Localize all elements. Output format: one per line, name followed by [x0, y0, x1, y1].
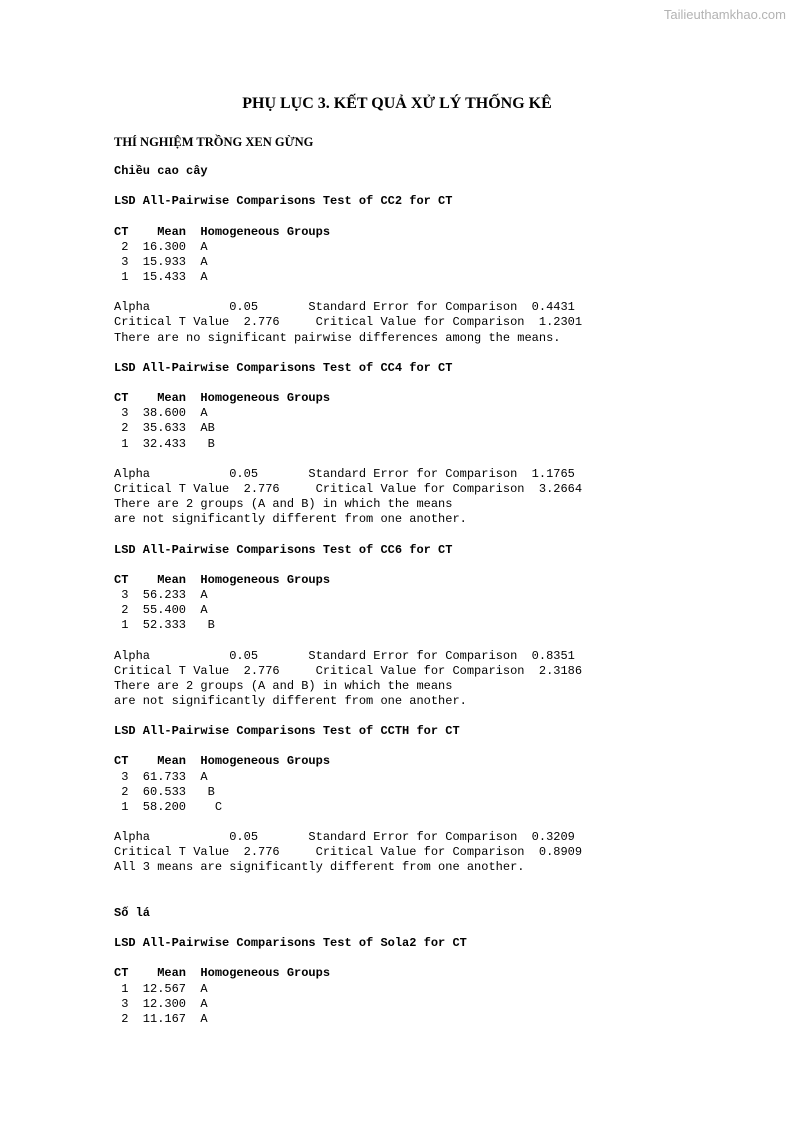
section-heading: Số lá — [114, 905, 151, 920]
watermark: Tailieuthamkhao.com — [663, 7, 786, 22]
table-header: CT Mean Homogeneous Groups — [114, 966, 331, 981]
stats-line: Critical T Value 2.776 Critical Value for Comparison 0.8909 — [114, 845, 583, 860]
result-note: are not significantly different from one another. — [114, 512, 467, 527]
stats-line: Alpha 0.05 Standard Error for Comparison 0.8351 — [114, 648, 575, 663]
experiment-subtitle: THÍ NGHIỆM TRỒNG XEN GỪNG — [114, 135, 314, 149]
statistics-output — [114, 164, 774, 1027]
test-title: LSD All-Pairwise Comparisons Test of CC6 for CT — [114, 542, 453, 557]
stats-line: Critical T Value 2.776 Critical Value for Comparison 2.3186 — [114, 663, 583, 678]
table-row: 1 52.333 B — [114, 618, 215, 633]
stats-line: Alpha 0.05 Standard Error for Comparison 0.3209 — [114, 830, 575, 845]
table-row: 2 11.167 A — [114, 1011, 208, 1026]
result-note: There are no significant pairwise differences among the means. — [114, 330, 561, 345]
table-row: 1 12.567 A — [114, 981, 208, 996]
result-note: All 3 means are significantly different from one another. — [114, 860, 525, 875]
table-row: 3 12.300 A — [114, 996, 208, 1011]
result-note: There are 2 groups (A and B) in which the means — [114, 497, 453, 512]
stats-line: Alpha 0.05 Standard Error for Comparison 0.4431 — [114, 300, 575, 315]
test-title: LSD All-Pairwise Comparisons Test of Sola2 for CT — [114, 936, 467, 951]
stats-line: Alpha 0.05 Standard Error for Comparison 1.1765 — [114, 466, 575, 481]
table-header: CT Mean Homogeneous Groups — [114, 572, 331, 587]
result-note: There are 2 groups (A and B) in which the means — [114, 678, 453, 693]
table-row: 1 15.433 A — [114, 269, 208, 284]
test-title: LSD All-Pairwise Comparisons Test of CC2 for CT — [114, 194, 453, 209]
test-title: LSD All-Pairwise Comparisons Test of CCTH for CT — [114, 724, 460, 739]
table-row: 2 60.533 B — [114, 784, 215, 799]
stats-line: Critical T Value 2.776 Critical Value for Comparison 3.2664 — [114, 481, 583, 496]
stats-line: Critical T Value 2.776 Critical Value for Comparison 1.2301 — [114, 315, 583, 330]
table-header: CT Mean Homogeneous Groups — [114, 224, 331, 239]
table-row: 2 55.400 A — [114, 603, 208, 618]
table-row: 1 32.433 B — [114, 436, 215, 451]
section-heading: Chiều cao cây — [114, 164, 208, 178]
result-note: are not significantly different from one another. — [114, 693, 467, 708]
table-row: 1 58.200 C — [114, 799, 223, 814]
table-row: 2 16.300 A — [114, 239, 208, 254]
table-header: CT Mean Homogeneous Groups — [114, 754, 331, 769]
page-title: PHỤ LỤC 3. KẾT QUẢ XỬ LÝ THỐNG KÊ — [242, 95, 552, 112]
table-row: 3 56.233 A — [114, 587, 208, 602]
test-title: LSD All-Pairwise Comparisons Test of CC4 for CT — [114, 360, 453, 375]
table-header: CT Mean Homogeneous Groups — [114, 391, 331, 406]
table-row: 2 35.633 AB — [114, 421, 215, 436]
table-row: 3 38.600 A — [114, 406, 208, 421]
table-row: 3 61.733 A — [114, 769, 208, 784]
table-row: 3 15.933 A — [114, 254, 208, 269]
